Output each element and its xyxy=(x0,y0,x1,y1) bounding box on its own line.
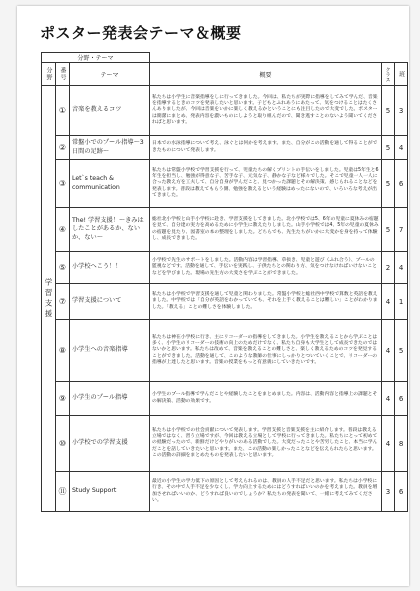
row-theme: Study Support xyxy=(70,472,150,512)
row-class: 5 xyxy=(382,208,395,252)
row-summary: 私たちは常盤小学校で学習支援を行って、児童たちの解くプリントの手伝いをしました。児童は5年生と6年生を担当し、勉強が得意な子、苦手な子、元気な子、静かな子など様々でした。そこで児童一人一人に合った教え方を工夫して、自分自身が学んだこと、見つかった課題とその解決策、感じられることなどを発表します。普段は教えてもらう側、勉強を教えるという経験はめったにないので、いろいろな考えが出てきました。 xyxy=(150,160,382,208)
table-row xyxy=(42,416,408,472)
row-grade: 3 xyxy=(395,86,408,136)
row-number: ② xyxy=(56,136,70,160)
row-class: 4 xyxy=(382,284,395,320)
row-number: ⑤ xyxy=(56,252,70,284)
row-number: ③ xyxy=(56,160,70,208)
row-grade: 4 xyxy=(395,136,408,160)
row-class: 4 xyxy=(382,416,395,472)
row-grade: 8 xyxy=(395,416,408,472)
column-header-class: クラス xyxy=(382,63,395,86)
column-header-number: 番号 xyxy=(56,63,70,86)
row-summary: 私たちは小学校での社会貢献について発表します。学習支援と音楽支援を主に紹介します。普段は教える立場ではなく、習う立場ですが、今回は教える立場として学校に行ってきました。私たちにとって初めての経験だったので、新鮮だけどやりがいのある活動でした。大変だったことや苦労したこと、本当に学んだことを話していきたいと思います。また、この活動の楽しかったことなどを伝えられたらと思います。この活動の詳細をまとめたものを発表したいと思います。 xyxy=(150,416,382,472)
page-title: ポスター発表会テーマ＆概要 xyxy=(40,24,242,42)
row-summary: 日本での水泳指導について考え、泳ぐとは何かを考えます。また、自分がこの活動を通して得ることができたものについて発表します。 xyxy=(150,136,382,160)
field-cell xyxy=(42,86,56,512)
column-header-field: 分野 xyxy=(42,63,56,86)
row-summary: 小学生のプール指導で学んだことや経験したことをまとめました。内容は、活動内容と指導上の課題とその解決策、活動の効果です。 xyxy=(150,382,382,416)
table-row xyxy=(42,472,408,512)
row-number: ⑩ xyxy=(56,416,70,472)
table-row xyxy=(42,208,408,252)
row-summary: 総社北小学校と山手小学校に赴き、学習支援をしてきました。北小学校では5、6年の児童に夏休みの宿題を見て、自分達の実力を高めるために小学生に教えたりしました。山手小学校では4、5年の児童の夏休みの宿題を見たり、図書室の本の整理をしました。どちらでも、先生たちがいかに大変かを身を持って体験し、成長できました。 xyxy=(150,208,382,252)
row-grade: 6 xyxy=(395,382,408,416)
row-class: 5 xyxy=(382,160,395,208)
row-theme: 小学生のプール指導 xyxy=(70,382,150,416)
table-row xyxy=(42,86,408,136)
column-header-grade: 班 xyxy=(395,63,408,86)
row-summary: 小学校で先生のサポートをしました。活動内容は学習指導、草抜き、児童と遊び（ふれ合う）、プールの監視などです。活動を通して、手伝いを実践し、子供たちとの関わり方、気をつけなければいけないことなどを学びました。現場の先生方の大変さを学ぶことができました。 xyxy=(150,252,382,284)
row-summary: 私たちは小学校で学習支援を通して児童と関わりました。常盤小学校と総社西中学校で算数と英語を教えました。中学校では「自分が英語をわかっていても、それを上手く教えることは難しい」ことがわかりました。「教える」ことの難しさを体験しました。 xyxy=(150,284,382,320)
table-row xyxy=(42,382,408,416)
row-grade: 4 xyxy=(395,252,408,284)
row-class: 5 xyxy=(382,136,395,160)
row-theme: The! 学習支援！～きみはしたことがあるか、ないか、ない～ xyxy=(70,208,150,252)
table-row xyxy=(42,136,408,160)
table-row xyxy=(42,284,408,320)
row-grade: 6 xyxy=(395,472,408,512)
row-summary: 私たちは小学生に音楽指導をしに行ってきました。今回は、私たちが実際に指導をしてみて学んだ、音楽を指導するときのコツを発表したいと思います。子どもとふれあうにあたって、気をつけることはたくさんありましたが、今回は音楽をいかに楽しく教えるかということにも注目したので大変でした。ポスターは簡潔にまとめ、発表内容を濃いものにしようと取り組んだので、聞き逃すことのないよう聞いてくださればと思います。 xyxy=(150,86,382,136)
row-theme: 小学校での学習支援 xyxy=(70,416,150,472)
row-theme: 小学校へこう！！ xyxy=(70,252,150,284)
theme-table xyxy=(41,52,408,512)
row-number: ⑨ xyxy=(56,382,70,416)
row-theme: Let`s teach & communication xyxy=(70,160,150,208)
row-number: ① xyxy=(56,86,70,136)
group-header: 分野・テーマ xyxy=(42,53,150,63)
row-number: ④ xyxy=(56,208,70,252)
row-grade: 7 xyxy=(395,208,408,252)
row-theme: 音楽を教えるコツ xyxy=(70,86,150,136)
row-number: ⑦ xyxy=(56,284,70,320)
row-theme: 常盤小でのプール指導～3日間の足跡～ xyxy=(70,136,150,160)
row-class: 4 xyxy=(382,382,395,416)
row-summary: 私たちは神在小学校に行き、主にリコーダーの指導をしてきました。小学生を教えることから学ぶことは多く、小学生のリコーダーの技術の向上のためだけでなく、私たち自身も大学生として成長できたのではないかと思います。私たちは改めて、音楽を教えることの難しさと、楽しく教えるためのコツを発見することができました。活動を通して、このような教師の仕事にしっかりとついていくことで、リコーダーの指導が上達したと思います。音楽の授業をもっと有意義にしていきたいです。 xyxy=(150,320,382,382)
row-class: 3 xyxy=(382,472,395,512)
row-number: ⑪ xyxy=(56,472,70,512)
row-theme: 小学生への音楽指導 xyxy=(70,320,150,382)
column-header-theme: テーマ xyxy=(70,63,150,86)
row-number: ⑧ xyxy=(56,320,70,382)
row-summary: 最近の小学生の学力低下の原因として考えられるのは、教員の人手不足だと思います。私たちは小学校に行き、その中で人手不足を少なくし、学力向上するためにはどうすればいいのかを考えました。教員を増加させればいいのか、どうすれば良いのでしょうか？私たちの発表を聞いて、一緒に考えてみてください。 xyxy=(150,472,382,512)
table-row xyxy=(42,160,408,208)
row-class: 4 xyxy=(382,320,395,382)
row-class: 2 xyxy=(382,252,395,284)
row-theme: 学習支援について xyxy=(70,284,150,320)
table-row xyxy=(42,252,408,284)
row-grade: 1 xyxy=(395,284,408,320)
row-class: 5 xyxy=(382,86,395,136)
table-row xyxy=(42,320,408,382)
field-label: 学習支援 xyxy=(44,277,53,320)
row-grade: 5 xyxy=(395,320,408,382)
column-header-summary: 概要 xyxy=(150,63,382,86)
row-grade: 6 xyxy=(395,160,408,208)
